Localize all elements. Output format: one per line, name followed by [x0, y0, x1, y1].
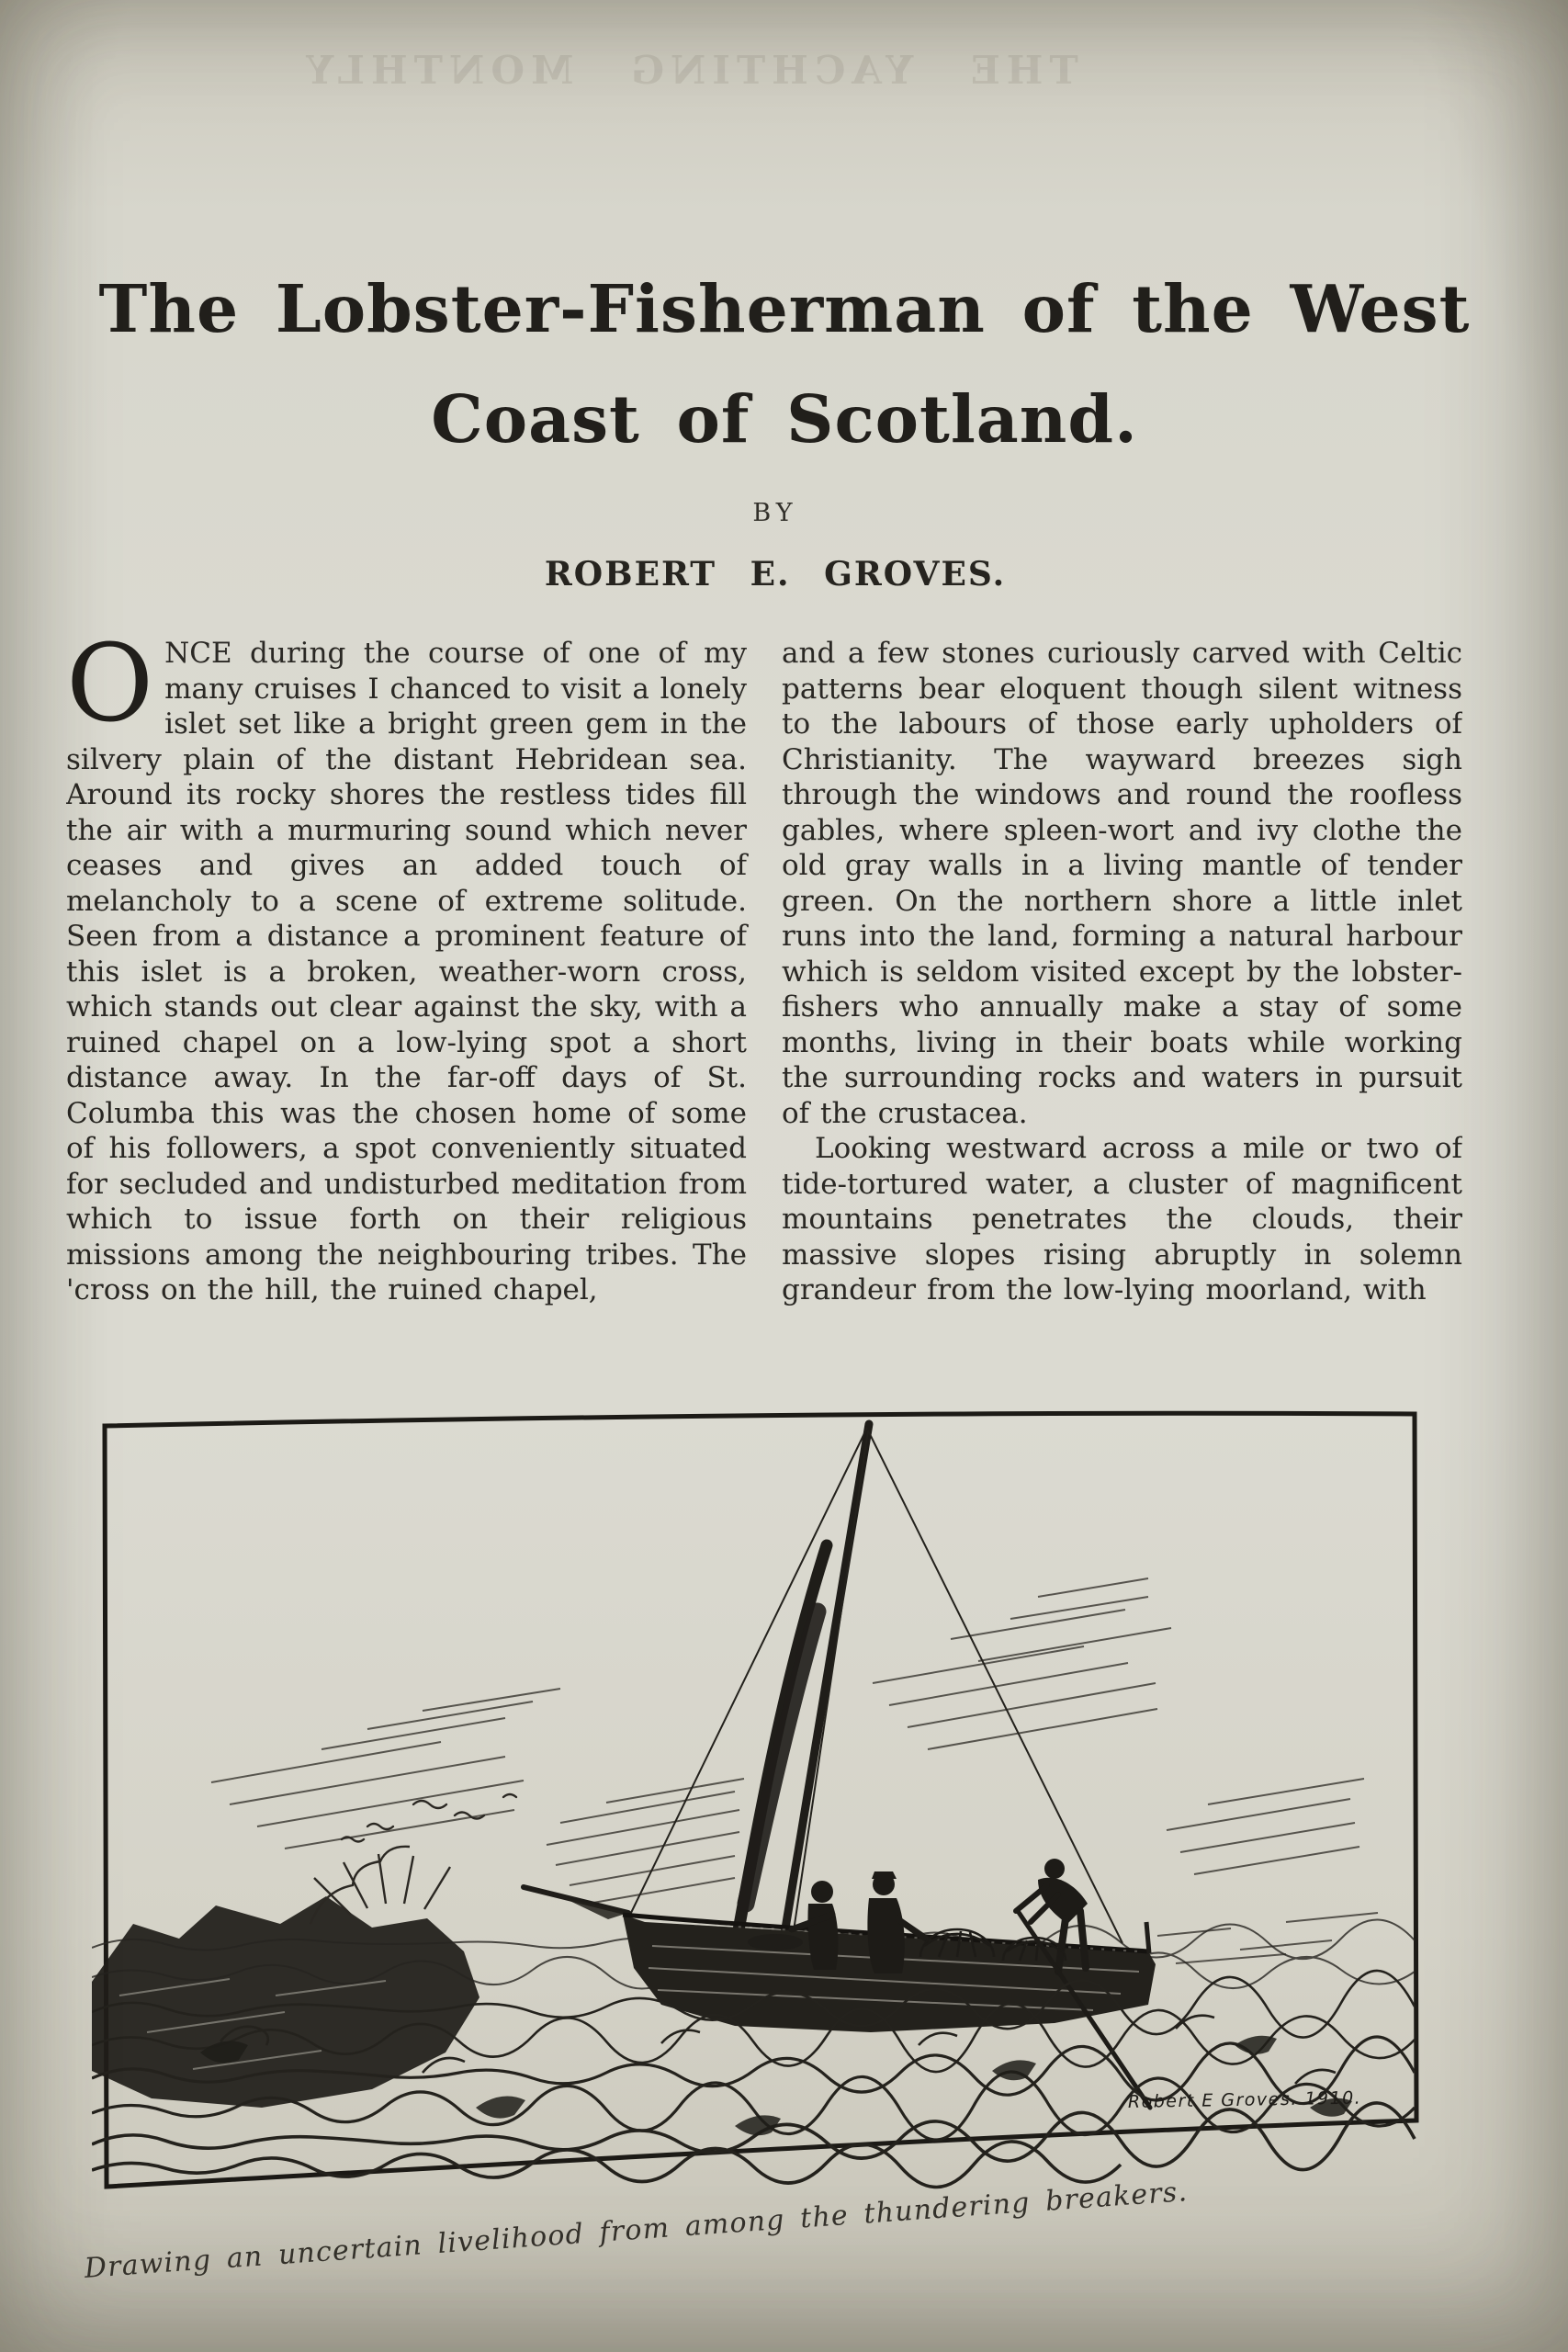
- article-title-line1: The Lobster-Fisherman of the West: [98, 270, 1471, 347]
- article-title: [13, 254, 1556, 474]
- drop-cap: O: [66, 636, 154, 746]
- showthrough-ghost-text: THE YACHTING MONTHLY: [299, 48, 1078, 93]
- article-body: [66, 636, 1462, 1391]
- byline-label: BY: [752, 499, 798, 527]
- paragraph-1: [66, 636, 747, 1308]
- paragraph-1-continued: and a few stones curiously carved with Celtic patterns bear eloquent though silent witness to the labours of those early upholders of Christianity. The wayward breezes sigh through the windows and round the roofless gables, where spleen-wort and ivy clothe the old gray walls in a living mantle of tender green. On the northern shore a little inlet runs into the land, forming a natural harbour which is seldom visited except by the lobster-fishers who annually make a stay of some months, living in their boats while working the surrounding rocks and waters in pursuit of the crustacea.: [782, 637, 1462, 1130]
- boat-illustration: [92, 1408, 1426, 2198]
- paragraph-1-text: NCE during the course of one of my many cruises I chanced to visit a lonely islet set like a bright green gem in the silvery plain of the distant Hebridean sea. Around its rocky shores the restless tides fill the air with a murmuring sound which never ceases and gives an added touch of melancholy to a scene of extreme solitude. Seen from a distance a prominent feature of this islet is a broken, weather-worn cross, which stands out clear against the sky, with a ruined chapel on a low-lying spot a short distance away. In the far-off days of St. Columba this was the chosen home of some of his followers, a spot conveniently situated for secluded and undisturbed meditation from which to issue forth on their religious missions among the neighbouring tribes. The 'cross on the hill, the ruined chapel,: [66, 637, 747, 1306]
- text-column-right: [782, 636, 1462, 1391]
- text-column-left: [66, 636, 747, 1391]
- illustration-frame: [92, 1408, 1426, 2198]
- rocks: [92, 1847, 479, 2108]
- author-name: ROBERT E. GROVES.: [544, 555, 1007, 594]
- article-title-line2: Coast of Scotland.: [431, 380, 1138, 458]
- paragraph-2: Looking westward across a mile or two of tide-tortured water, a cluster of magnificent mountains penetrates the clouds, their massive slopes rising abruptly in solemn grandeur from the low-lying moorland, with: [782, 1132, 1462, 1306]
- artist-signature: Robert E Groves. 1910.: [1127, 2087, 1362, 2112]
- illustration-caption: Drawing an uncertain livelihood from among the thundering breakers.: [83, 2176, 1190, 2285]
